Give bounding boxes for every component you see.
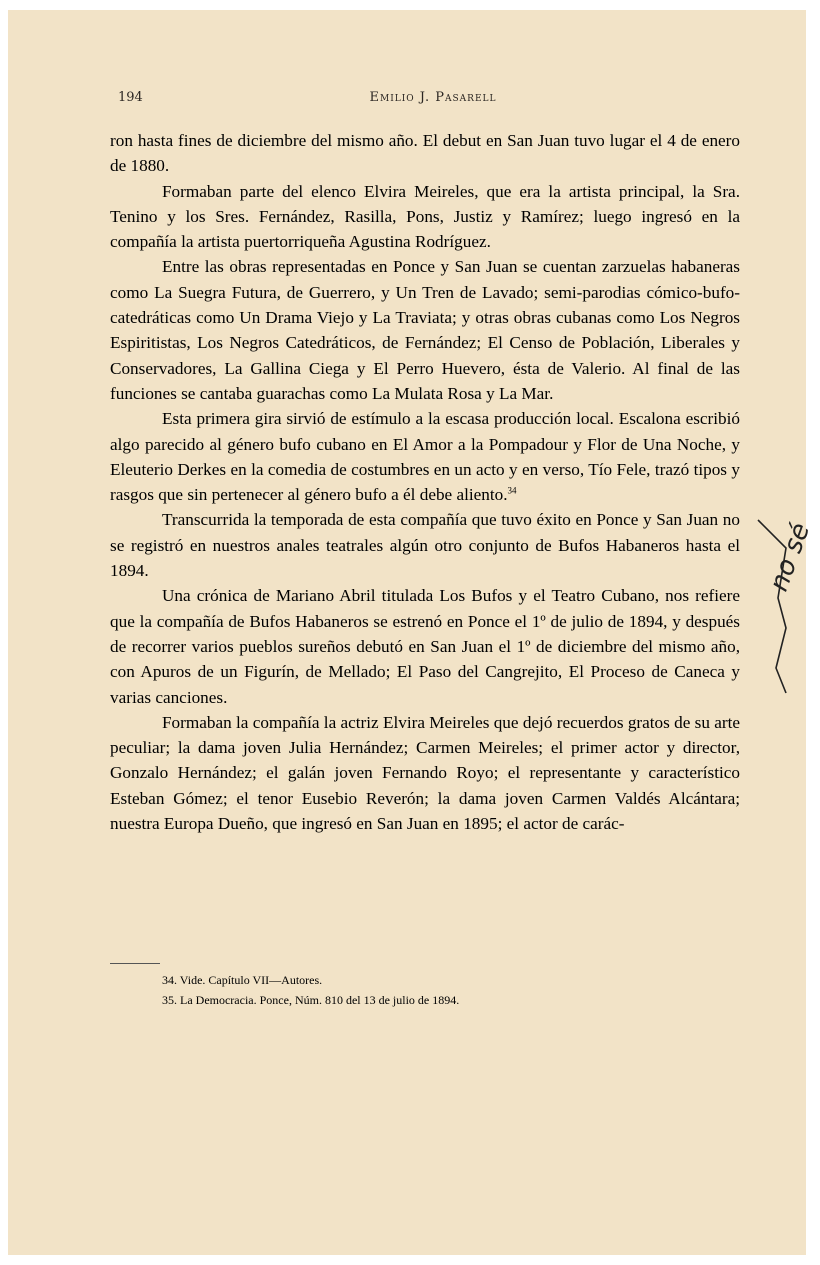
paragraph-text: Esta primera gira sirvió de estímulo a la escasa producción local. Escalona escribió algo parecido al género bufo cubano en El Amor a la Pompadour y Flor de Una Noche, y Eleuterio Derkes en la comedia de costumbres en un acto y en verso, Tío Fele, trazó tipos y rasgos que sin pertenecer al género bufo a él debe aliento. (110, 409, 740, 505)
page-number: 194 (118, 90, 143, 105)
paragraph: Transcurrida la temporada de esta compañía que tuvo éxito en Ponce y San Juan no se registró en nuestros anales teatrales algún otro conjunto de Bufos Habaneros hasta el 1894. (110, 510, 740, 581)
paragraph: ron hasta fines de diciembre del mismo año. El debut en San Juan tuvo lugar el 4 de enero de 1880. (110, 131, 740, 176)
paragraph: Entre las obras representadas en Ponce y San Juan se cuentan zarzuelas habaneras como La Suegra Futura, de Guerrero, y Un Tren de Lavado; semi-parodias cómico-bufo-catedráticas como Un Drama Viejo y La Traviata; y otras obras cubanas como Los Negros Espiritistas, Los Negros Catedráticos, de Fernández; El Censo de Población, Liberales y Conservadores, La Gallina Ciega y El Perro Huevero, ésta de Valerio. Al final de las funciones se cantaba guarachas como La Mulata Rosa y La Mar. (110, 257, 740, 403)
paragraph: Formaban parte del elenco Elvira Meireles, que era la artista principal, la Sra. Tenino y los Sres. Fernández, Rasilla, Pons, Justiz y Ramírez; luego ingresó en la compañía la artista puertorriqueña Agustina Rodríguez. (110, 181, 740, 252)
paragraph (110, 406, 740, 507)
page-header (118, 90, 748, 112)
paragraph: Formaban la compañía la actriz Elvira Meireles que dejó recuerdos gratos de su arte peculiar; la dama joven Julia Hernández; Carmen Meireles; el primer actor y director, Gonzalo Hernández; el galán joven Fernando Royo; el representante y característico Esteban Gómez; el tenor Eusebio Reverón; la dama joven Carmen Valdés Alcántara; nuestra Europa Dueño, que ingresó en San Juan en 1895; el actor de carác- (110, 712, 740, 834)
footnote: 35. La Democracia. Ponce, Núm. 810 del 13 de julio de 1894. (162, 993, 460, 1007)
footnote: 34. Vide. Capítulo VII—Autores. (162, 973, 323, 987)
margin-note: no sé (764, 519, 817, 596)
footnote-divider (110, 963, 160, 964)
paragraph: Una crónica de Mariano Abril titulada Los Bufos y el Teatro Cubano, nos refiere que la compañía de Bufos Habaneros se estrenó en Ponce el 1º de julio de 1894, y después de recorrer varios pueblos sureños debutó en San Juan el 1º de diciembre del mismo año, con Apuros de un Figurín, de Mellado; El Paso del Cangrejito, El Proceso de Caneca y varias canciones. (110, 586, 740, 707)
body-text (110, 128, 740, 836)
running-head: Emilio J. Pasarell (369, 90, 497, 105)
footnotes (162, 970, 752, 1010)
footnote-ref: 34 (507, 485, 517, 496)
